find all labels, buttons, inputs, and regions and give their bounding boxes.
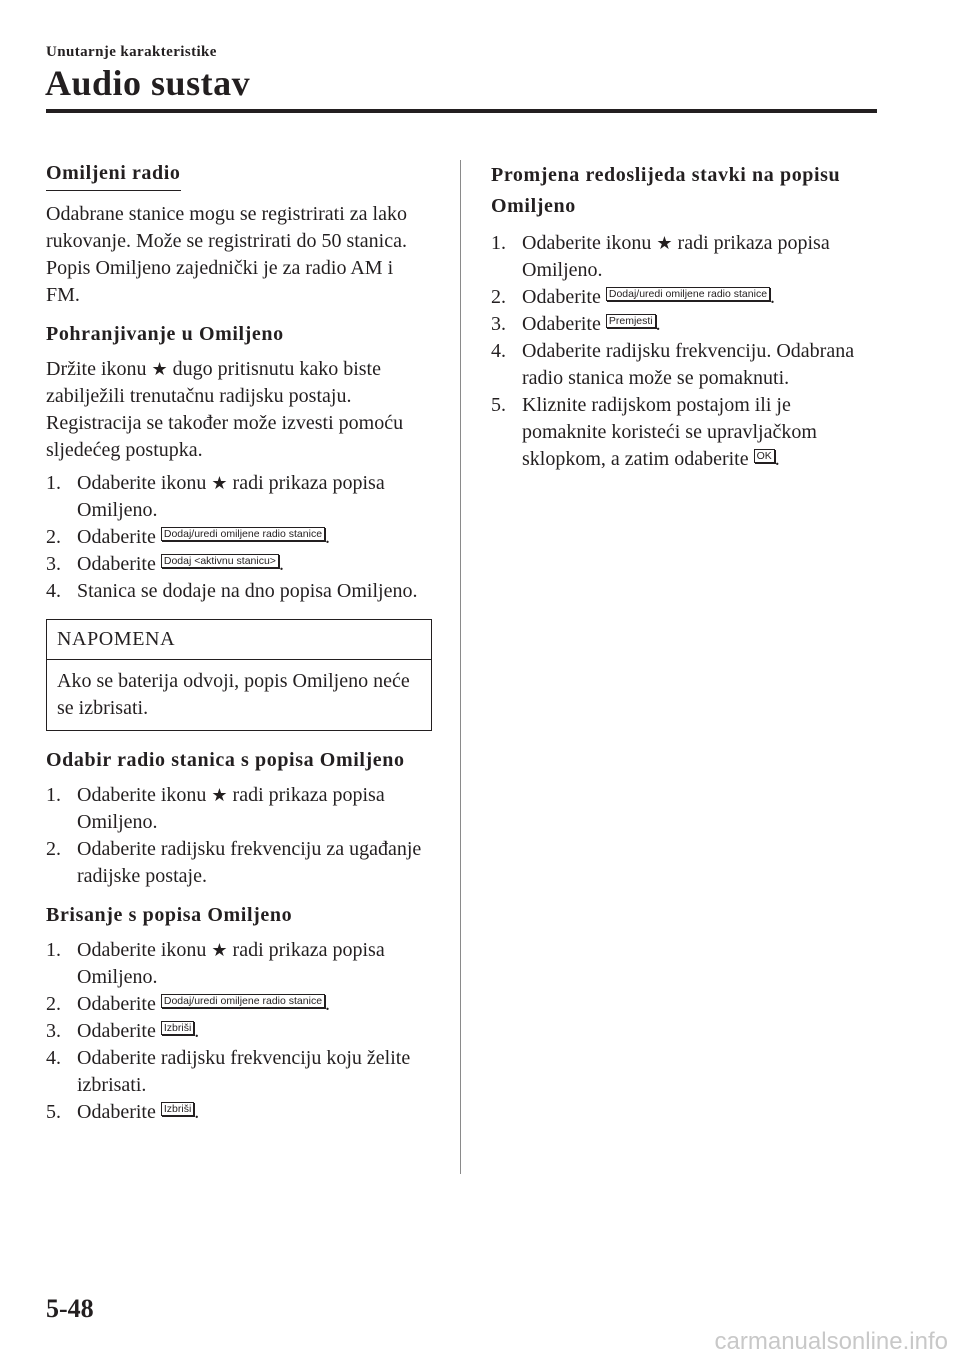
step-number: 2.: [46, 838, 61, 860]
left-column: [46, 160, 432, 1132]
step-text: Odaberite: [77, 993, 156, 1015]
step-number: 3.: [46, 1020, 61, 1042]
delete-steps: [46, 937, 432, 1126]
list-item: 3. Odaberite Premjesti .: [491, 311, 877, 338]
favorites-intro: Odabrane stanice mogu se registrirati za lako rukovanje. Može se registrirati do 50 stanica. Popis Omiljeno zajednički je za radio AM i FM.: [46, 203, 407, 306]
step-number: 4.: [46, 580, 61, 602]
step-text: Odaberite radijsku frekvenciju koju želite izbrisati.: [77, 1047, 411, 1096]
step-text: Odaberite: [522, 286, 601, 308]
store-steps: [46, 470, 432, 605]
step-text: Odaberite ikonu: [77, 784, 207, 806]
chapter-title: Audio sustav: [45, 63, 251, 103]
step-text: radi prikaza popisa Omiljeno.: [77, 939, 385, 988]
star-icon: ★: [151, 359, 168, 380]
step-text: Odaberite radijsku frekvenciju. Odabrana radio stanica može se pomaknuti.: [522, 340, 855, 389]
step-text: Kliznite radijskom postajom ili je pomaknite koristeći se upravljačkom sklopkom, a zatim odaberite: [522, 394, 817, 470]
step-number: 4.: [46, 1047, 61, 1069]
step-number: 5.: [46, 1101, 61, 1123]
delete-heading: Brisanje s popisa Omiljeno: [46, 904, 293, 926]
ok-button[interactable]: OK: [754, 449, 775, 463]
edit-favorites-button[interactable]: Dodaj/uredi omiljene radio stanice: [161, 527, 325, 541]
star-icon: ★: [211, 785, 228, 806]
list-item: [491, 230, 877, 284]
note-title: NAPOMENA: [47, 620, 431, 660]
edit-favorites-button[interactable]: Dodaj/uredi omiljene radio stanice: [606, 287, 770, 301]
select-steps: [46, 782, 432, 890]
watermark: carmanualsonline.info: [714, 1328, 948, 1355]
step-number: 2.: [46, 526, 61, 548]
step-text: radi prikaza popisa Omiljeno.: [77, 472, 385, 521]
step-text: Odaberite: [522, 313, 601, 335]
list-item: 2. Odaberite Dodaj/uredi omiljene radio stanice .: [491, 284, 877, 311]
list-item: [46, 578, 432, 605]
list-item: 3. Odaberite Dodaj <aktivnu stanicu> .: [46, 551, 432, 578]
step-text: Odaberite radijsku frekvenciju za ugađanje radijske postaje.: [77, 838, 422, 887]
step-text: Odaberite ikonu: [522, 232, 652, 254]
step-text: Odaberite: [77, 526, 156, 548]
step-text: Odaberite: [77, 1101, 156, 1123]
step-text: radi prikaza popisa Omiljeno.: [522, 232, 830, 281]
note-body: Ako se baterija odvoji, popis Omiljeno neće se izbrisati.: [57, 670, 410, 719]
store-text-a: Držite ikonu: [46, 358, 147, 380]
step-text: Stanica se dodaje na dno popisa Omiljeno.: [77, 580, 418, 602]
list-item: [491, 338, 877, 392]
step-number: 1.: [46, 784, 61, 806]
step-text: Odaberite ikonu: [77, 472, 207, 494]
step-text: Odaberite ikonu: [77, 939, 207, 961]
step-number: 1.: [46, 472, 61, 494]
store-paragraph: [46, 356, 432, 464]
list-item: 5. Odaberite Izbriši .: [46, 1099, 432, 1126]
step-number: 4.: [491, 340, 506, 362]
right-column: [491, 160, 877, 479]
list-item: [46, 782, 432, 836]
add-active-station-button[interactable]: Dodaj <aktivnu stanicu>: [161, 554, 279, 568]
store-heading: Pohranjivanje u Omiljeno: [46, 323, 284, 345]
step-number: 2.: [491, 286, 506, 308]
step-text: radi prikaza popisa Omiljeno.: [77, 784, 385, 833]
move-button[interactable]: Premjesti: [606, 314, 656, 328]
page-number: 5-48: [46, 1294, 94, 1323]
list-item: 3. Odaberite Izbriši .: [46, 1018, 432, 1045]
step-number: 1.: [491, 232, 506, 254]
column-divider: [460, 160, 461, 1174]
step-number: 5.: [491, 394, 506, 416]
step-number: 1.: [46, 939, 61, 961]
step-number: 3.: [491, 313, 506, 335]
list-item: 2. Odaberite Dodaj/uredi omiljene radio stanice .: [46, 991, 432, 1018]
step-number: 3.: [46, 553, 61, 575]
star-icon: ★: [211, 473, 228, 494]
list-item: [46, 470, 432, 524]
header-rule: [46, 109, 877, 113]
reorder-heading: Promjena redoslijeda stavki na popisu Omiljeno: [491, 164, 841, 217]
list-item: [46, 836, 432, 890]
list-item: 2. Odaberite Dodaj/uredi omiljene radio stanice .: [46, 524, 432, 551]
favorites-heading: Omiljeni radio: [46, 160, 181, 191]
star-icon: ★: [211, 940, 228, 961]
step-text: Odaberite: [77, 553, 156, 575]
delete-button[interactable]: Izbriši: [161, 1021, 194, 1035]
edit-favorites-button[interactable]: Dodaj/uredi omiljene radio stanice: [161, 994, 325, 1008]
reorder-steps: [491, 230, 877, 473]
select-heading: Odabir radio stanica s popisa Omiljeno: [46, 749, 405, 771]
delete-button[interactable]: Izbriši: [161, 1102, 194, 1116]
star-icon: ★: [656, 233, 673, 254]
step-text: Odaberite: [77, 1020, 156, 1042]
note-box: [46, 619, 432, 731]
step-number: 2.: [46, 993, 61, 1015]
list-item: 5. Kliznite radijskom postajom ili je pomaknite koristeći se upravljačkom sklopkom, a zatim odaberite OK .: [491, 394, 817, 470]
list-item: [46, 937, 432, 991]
section-kicker: Unutarnje karakteristike: [46, 44, 217, 60]
list-item: [46, 1045, 432, 1099]
store-text-b: dugo pritisnutu kako biste zabilježili trenutačnu radijsku postaju. Registracija se također može izvesti pomoću sljedećeg postupka.: [46, 358, 404, 461]
